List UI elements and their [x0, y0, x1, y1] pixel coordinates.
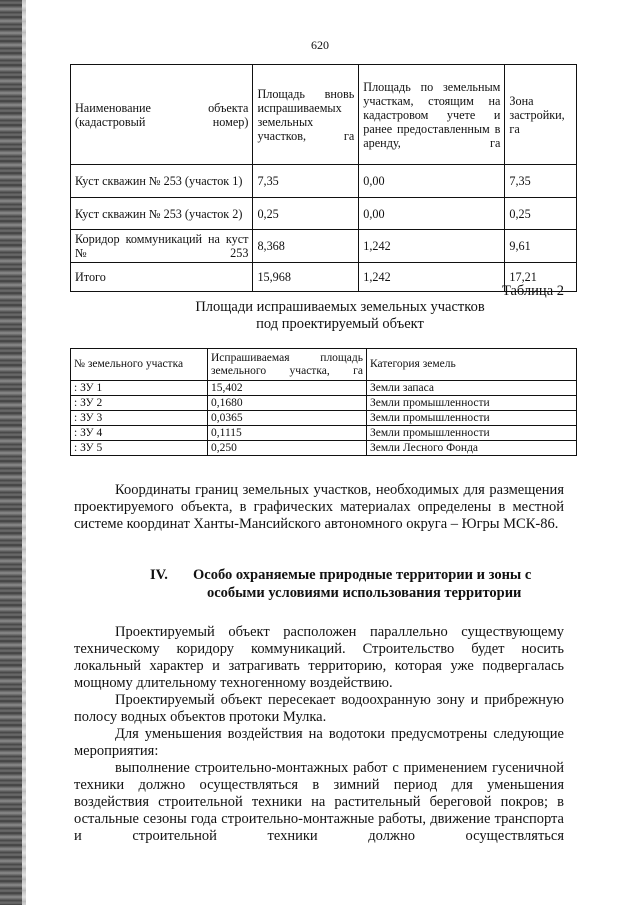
header-requested-area: Испрашиваемая площадь земельного участка, га	[208, 349, 367, 381]
plots-table	[70, 348, 577, 456]
cell-cadastral-area: 0,00	[359, 165, 505, 198]
land-area-table	[70, 64, 577, 292]
cell-new-area: 0,25	[253, 198, 359, 230]
scan-binding-shadow	[22, 0, 26, 905]
cell-plot: : ЗУ 3	[71, 411, 208, 426]
table2-title	[120, 299, 560, 333]
cell-category: Земли промышленности	[367, 396, 577, 411]
paragraph-measures-intro: Для уменьшения воздействия на водотоки предусмотрены следующие мероприятия:	[74, 726, 564, 759]
table-total-row	[71, 263, 577, 292]
table-row	[71, 441, 577, 456]
paragraph-project-location: Проектируемый объект расположен параллельно существующему техническому коридору коммуникаций. Строительство будет носить локальный характер и затрагивать территорию, которая уже подвергалась мощному длительному техногенному воздействию.	[74, 624, 564, 691]
section-title-line2: особыми условиями использования территории	[207, 585, 522, 601]
table-row	[71, 411, 577, 426]
cell-category: Земли запаса	[367, 381, 577, 396]
header-new-area: Площадь вновь испрашиваемых земельных участков, га	[253, 65, 359, 165]
table-row	[71, 426, 577, 441]
cell-object: Коридор коммуникаций на куст № 253	[71, 230, 253, 263]
cell-total-cadastral-area: 1,242	[359, 263, 505, 292]
header-build-zone: Зона застройки, га	[505, 65, 577, 165]
cell-object: Куст скважин № 253 (участок 1)	[71, 165, 253, 198]
coordinates-paragraph: Координаты границ земельных участков, необходимых для размещения проектируемого объекта, в графических материалах определены в местной системе координат Ханты-Мансийского автономного округа – Югры МСК-86.	[74, 482, 564, 532]
table-header-row	[71, 65, 577, 165]
section-title-line1: Особо охраняемые природные территории и зоны с	[193, 567, 532, 583]
header-plot-number: № земельного участка	[71, 349, 208, 381]
table-row	[71, 396, 577, 411]
cell-build-zone: 0,25	[505, 198, 577, 230]
cell-area: 0,250	[208, 441, 367, 456]
cell-category: Земли промышленности	[367, 426, 577, 441]
cell-new-area: 8,368	[253, 230, 359, 263]
cell-area: 0,1680	[208, 396, 367, 411]
table-header-row	[71, 349, 577, 381]
table2-title-line1: Площади испрашиваемых земельных участков	[195, 299, 485, 315]
cell-area: 15,402	[208, 381, 367, 396]
cell-object: Куст скважин № 253 (участок 2)	[71, 198, 253, 230]
cell-category: Земли промышленности	[367, 411, 577, 426]
cell-cadastral-area: 0,00	[359, 198, 505, 230]
cell-category: Земли Лесного Фонда	[367, 441, 577, 456]
cell-new-area: 7,35	[253, 165, 359, 198]
table-row	[71, 230, 577, 263]
section-number: IV.	[150, 567, 168, 583]
cell-area: 0,0365	[208, 411, 367, 426]
cell-total-build-zone: 17,21	[505, 263, 577, 292]
header-cadastral-area: Площадь по земельным участкам, стоящим на кадастровом учете и ранее предоставленным в аренду, га	[359, 65, 505, 165]
table-row	[71, 198, 577, 230]
page-number: 620	[311, 38, 329, 52]
table2-label: Таблица 2	[501, 283, 564, 299]
cell-cadastral-area: 1,242	[359, 230, 505, 263]
cell-total-label: Итого	[71, 263, 253, 292]
header-land-category: Категория земель	[367, 349, 577, 381]
table-row	[71, 381, 577, 396]
cell-area: 0,1115	[208, 426, 367, 441]
cell-plot: : ЗУ 1	[71, 381, 208, 396]
scan-binding-edge	[0, 0, 22, 905]
header-object-name: Наименование объекта (кадастровый номер)	[71, 65, 253, 165]
table2-title-line2: под проектируемый объект	[256, 316, 424, 332]
paragraph-measures-detail: выполнение строительно-монтажных работ с применением гусеничной техники должно осуществляться в зимний период для уменьшения воздействия строительной техники на растительный береговой покров; в остальные сезоны года строительно-монтажные работы, движение транспорта и строительной техники должно осуществляться	[74, 760, 564, 844]
cell-plot: : ЗУ 2	[71, 396, 208, 411]
cell-plot: : ЗУ 5	[71, 441, 208, 456]
paragraph-water-zone: Проектируемый объект пересекает водоохранную зону и прибрежную полосу водных объектов протоки Мулка.	[74, 692, 564, 725]
cell-total-new-area: 15,968	[253, 263, 359, 292]
cell-build-zone: 7,35	[505, 165, 577, 198]
cell-plot: : ЗУ 4	[71, 426, 208, 441]
table-row	[71, 165, 577, 198]
cell-build-zone: 9,61	[505, 230, 577, 263]
